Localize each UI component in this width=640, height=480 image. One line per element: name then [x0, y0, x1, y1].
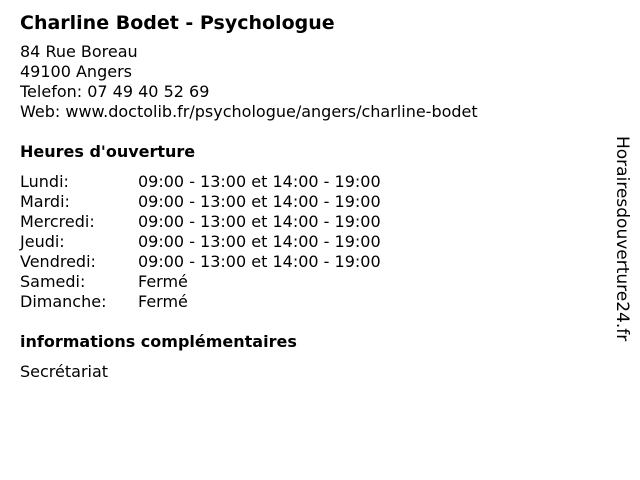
page-title: Charline Bodet - Psychologue [20, 12, 335, 34]
hours-row-friday [20, 252, 600, 272]
day-hours: 09:00 - 13:00 et 14:00 - 19:00 [138, 212, 381, 231]
hours-row-sunday [20, 292, 600, 312]
day-hours: Fermé [138, 272, 188, 291]
day-label: Mardi: [20, 192, 70, 211]
opening-hours-heading: Heures d'ouverture [20, 142, 196, 161]
day-label: Mercredi: [20, 212, 95, 231]
business-info [20, 10, 600, 382]
city-address: 49100 Angers [20, 62, 132, 81]
site-watermark: Horairesdouverture24.fr [612, 136, 632, 342]
hours-row-saturday [20, 272, 600, 292]
address-block [20, 42, 600, 122]
day-hours: 09:00 - 13:00 et 14:00 - 19:00 [138, 232, 381, 251]
phone-number: Telefon: 07 49 40 52 69 [20, 82, 210, 101]
day-hours: Fermé [138, 292, 188, 311]
website-link[interactable]: Web: www.doctolib.fr/psychologue/angers/charline-bodet [20, 102, 478, 121]
day-label: Vendredi: [20, 252, 96, 271]
day-hours: 09:00 - 13:00 et 14:00 - 19:00 [138, 172, 381, 191]
day-label: Samedi: [20, 272, 86, 291]
day-hours: 09:00 - 13:00 et 14:00 - 19:00 [138, 252, 381, 271]
hours-row-thursday [20, 232, 600, 252]
street-address: 84 Rue Boreau [20, 42, 138, 61]
day-label: Lundi: [20, 172, 69, 191]
day-hours: 09:00 - 13:00 et 14:00 - 19:00 [138, 192, 381, 211]
day-label: Dimanche: [20, 292, 107, 311]
opening-hours-table [20, 172, 600, 312]
extra-info-text: Secrétariat [20, 362, 109, 381]
hours-row-tuesday [20, 192, 600, 212]
hours-row-monday [20, 172, 600, 192]
hours-row-wednesday [20, 212, 600, 232]
extra-info-heading: informations complémentaires [20, 332, 297, 351]
day-label: Jeudi: [20, 232, 65, 251]
